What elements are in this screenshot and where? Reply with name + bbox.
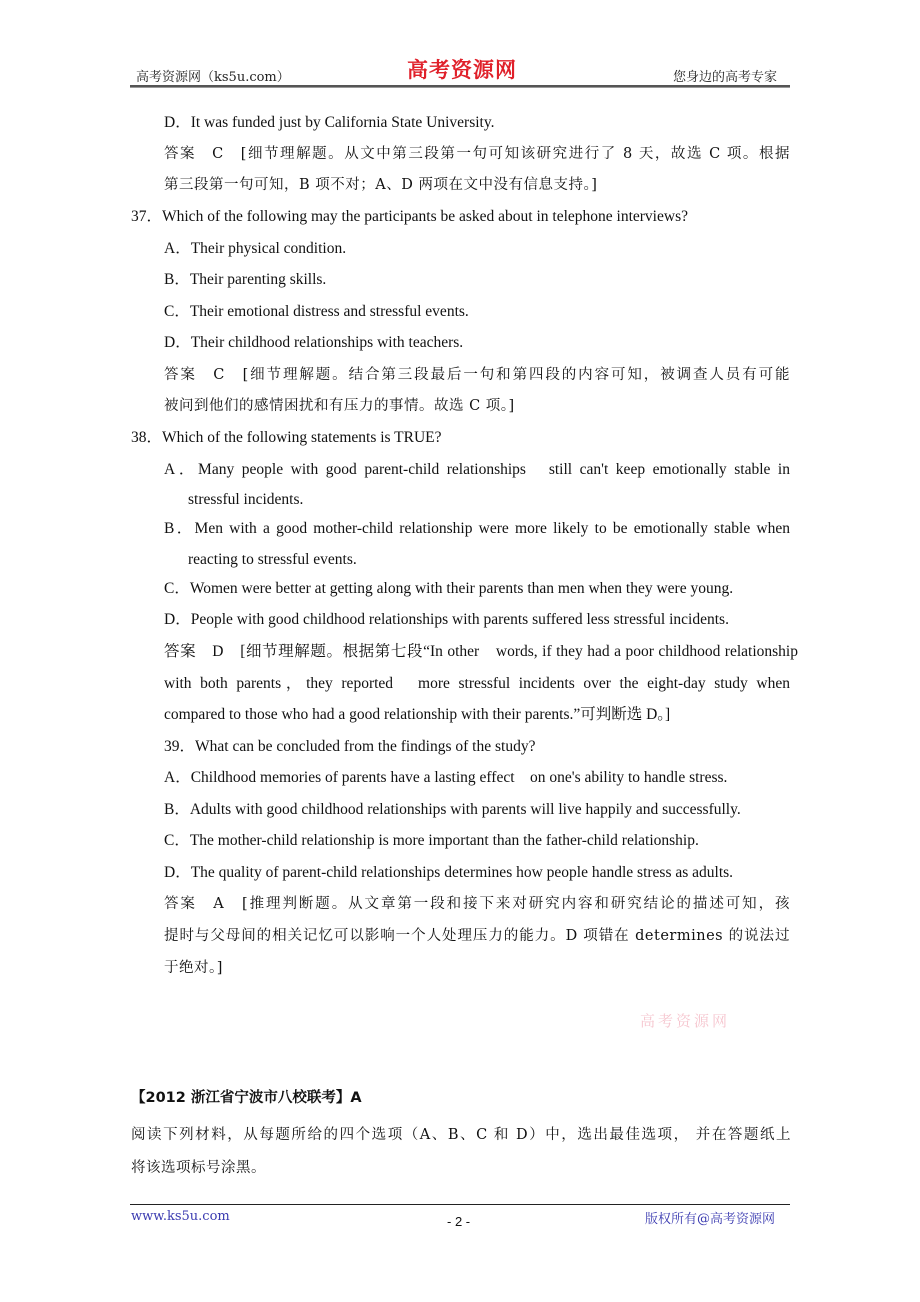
option-line: D．Their childhood relationships with teachers. bbox=[164, 334, 464, 351]
option-line: D．People with good childhood relationships with parents suffered less stressful incidents. bbox=[164, 611, 729, 628]
header-slogan: 您身边的高考专家 bbox=[673, 70, 778, 85]
answer-line: 第三段第一句可知，B 项不对；A、D 两项在文中没有信息支持。] bbox=[164, 177, 598, 193]
header-site-name: 高考资源网（ks5u.com） bbox=[136, 70, 290, 85]
page-number: - 2 - bbox=[447, 1214, 471, 1229]
option-line: C．The mother-child relationship is more important than the father-child relationship. bbox=[164, 832, 699, 849]
question-37: 37．Which of the following may the participants be asked about in telephone interviews? bbox=[131, 208, 688, 225]
option-line: A．Many people with good parent-child relationships still can't keep emotionally stable in bbox=[164, 461, 790, 478]
section-heading: 【2012 浙江省宁波市八校联考】A bbox=[131, 1090, 362, 1106]
header-logo: 高考资源网 bbox=[407, 57, 517, 82]
answer-line: with both parents，they reported more stressful incidents over the eight-day study when bbox=[164, 675, 790, 692]
answer-line: 答案 D [细节理解题。根据第七段“In other words, if they had a poor childhood relationship bbox=[164, 643, 798, 660]
answer-line: 答案 C [细节理解题。从文中第三段第一句可知该研究进行了 8 天，故选 C 项。根据 bbox=[164, 146, 790, 162]
footer-copyright: 版权所有@高考资源网 bbox=[645, 1212, 776, 1227]
footer-link[interactable]: www.ks5u.com bbox=[131, 1209, 230, 1224]
question-38: 38．Which of the following statements is TRUE? bbox=[131, 429, 442, 446]
answer-line: compared to those who had a good relationship with their parents.”可判断选 D。] bbox=[164, 706, 671, 723]
option-line: stressful incidents. bbox=[188, 491, 304, 508]
option-line: A．Childhood memories of parents have a lasting effect on one's ability to handle stress. bbox=[164, 769, 728, 786]
option-line: C．Women were better at getting along with their parents than men when they were young. bbox=[164, 580, 734, 597]
question-39: 39．What can be concluded from the findings of the study? bbox=[164, 738, 536, 755]
option-line: B．Adults with good childhood relationships with parents will live happily and successfully. bbox=[164, 801, 741, 818]
option-line: C．Their emotional distress and stressful events. bbox=[164, 303, 469, 320]
option-line: reacting to stressful events. bbox=[188, 551, 357, 568]
option-line: D．It was funded just by California State University. bbox=[164, 114, 495, 131]
answer-line: 于绝对。] bbox=[164, 960, 223, 976]
answer-line: 答案 C [细节理解题。结合第三段最后一句和第四段的内容可知，被调查人员有可能 bbox=[164, 367, 790, 383]
answer-line: 提时与父母间的相关记忆可以影响一个人处理压力的能力。D 项错在 determines 的说法过 bbox=[164, 928, 790, 944]
watermark: 高考资源网 bbox=[640, 1014, 731, 1030]
option-line: D．The quality of parent-child relationships determines how people handle stress as adults. bbox=[164, 864, 734, 881]
footer-divider bbox=[130, 1204, 790, 1205]
instruction-line: 阅读下列材料，从每题所给的四个选项（A、B、C 和 D）中，选出最佳选项， 并在答题纸上 bbox=[131, 1127, 791, 1143]
option-line: B．Their parenting skills. bbox=[164, 271, 327, 288]
answer-line: 被问到他们的感情困扰和有压力的事情。故选 C 项。] bbox=[164, 398, 515, 414]
option-line: B．Men with a good mother-child relationship were more likely to be emotionally stable when bbox=[164, 520, 790, 537]
answer-line: 答案 A [推理判断题。从文章第一段和接下来对研究内容和研究结论的描述可知，孩 bbox=[164, 896, 790, 912]
option-line: A．Their physical condition. bbox=[164, 240, 347, 257]
instruction-line: 将该选项标号涂黑。 bbox=[131, 1160, 266, 1176]
header-divider bbox=[130, 85, 790, 88]
